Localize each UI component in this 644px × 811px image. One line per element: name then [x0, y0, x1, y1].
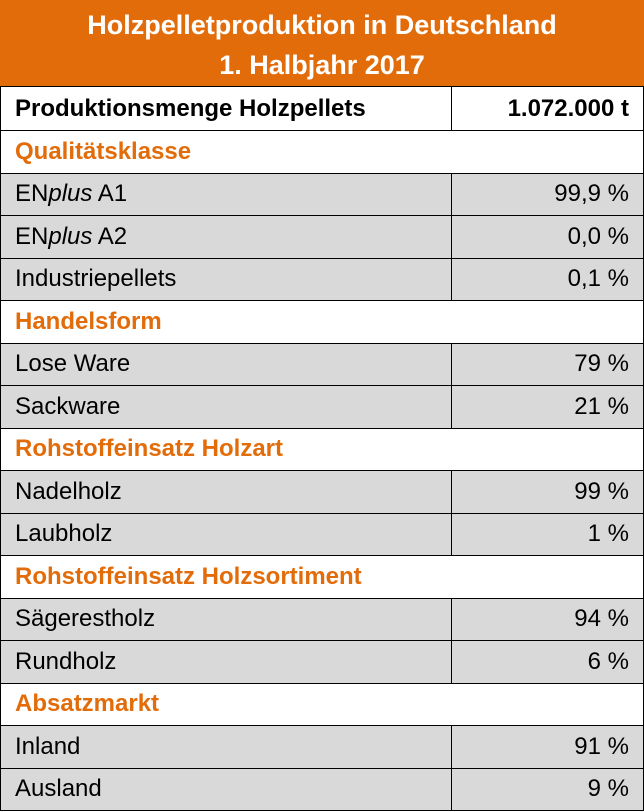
section-heading: [1, 555, 643, 598]
row-value: 94 %: [451, 599, 643, 641]
total-row: [1, 86, 643, 130]
table-row: [1, 640, 643, 683]
row-label: Nadelholz: [15, 477, 122, 505]
table-row: [1, 513, 643, 556]
row-label: Industriepellets: [15, 265, 177, 293]
row-value: 99,9 %: [451, 174, 643, 216]
row-value: 91 %: [451, 726, 643, 768]
total-value: 1.072.000 t: [451, 87, 643, 130]
total-label: Produktionsmenge Holzpellets: [15, 94, 366, 122]
table-title: [0, 0, 644, 86]
row-value: 21 %: [451, 386, 643, 428]
row-value: 99 %: [451, 471, 643, 513]
title-line-1: Holzpelletproduktion in Deutschland: [87, 10, 557, 40]
section-heading: [1, 428, 643, 471]
section-heading-label: Rohstoffeinsatz Holzsortiment: [15, 562, 362, 590]
table-row: [1, 215, 643, 258]
row-label: Rundholz: [15, 647, 117, 675]
section-heading: [1, 130, 643, 173]
row-label: Sackware: [15, 392, 121, 420]
section-heading-label: Absatzmarkt: [15, 690, 160, 718]
section-heading-label: Rohstoffeinsatz Holzart: [15, 435, 284, 463]
row-value: 0,1 %: [451, 259, 643, 301]
section-heading: [1, 300, 643, 343]
title-line-2: 1. Halbjahr 2017: [219, 50, 425, 80]
row-label: Lose Ware: [15, 350, 131, 378]
row-label: EN plus A2: [15, 222, 128, 250]
row-label: Inland: [15, 732, 81, 760]
row-value: 6 %: [451, 641, 643, 683]
row-value: 9 %: [451, 769, 643, 811]
section-heading-label: Handelsform: [15, 307, 162, 335]
table-row: [1, 173, 643, 216]
table-row: [1, 343, 643, 386]
row-label: EN plus A1: [15, 180, 128, 208]
section-heading-label: Qualitätsklasse: [15, 137, 192, 165]
table-row: [1, 725, 643, 768]
table-row: [1, 385, 643, 428]
table-row: [1, 470, 643, 513]
row-value: 1 %: [451, 514, 643, 556]
table-row: [1, 768, 643, 811]
row-value: 79 %: [451, 344, 643, 386]
row-label: Ausland: [15, 775, 102, 803]
table-row: [1, 598, 643, 641]
table-row: [1, 258, 643, 301]
table-body: [0, 86, 644, 811]
row-label: Sägerestholz: [15, 605, 156, 633]
row-value: 0,0 %: [451, 216, 643, 258]
section-heading: [1, 683, 643, 726]
row-label: Laubholz: [15, 520, 113, 548]
